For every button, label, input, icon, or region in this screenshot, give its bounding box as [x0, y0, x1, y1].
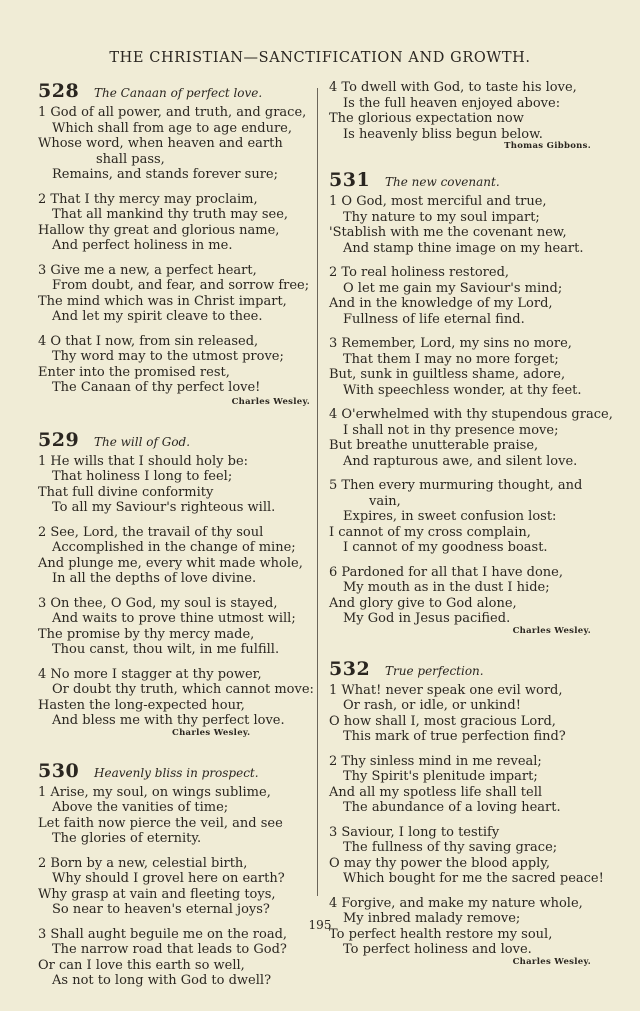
- verse-line: 1 He wills that I should holy be:: [38, 453, 249, 469]
- verse-line: 4 No more I stagger at thy power,: [38, 666, 262, 682]
- verse-line: The mind which was in Christ impart,: [38, 293, 287, 309]
- verse-line: Thy word may to the utmost prove;: [52, 349, 284, 364]
- author-attribution: Charles Wesley.: [512, 956, 591, 967]
- verse-line: And all my spotless life shall tell: [329, 784, 543, 800]
- verse-line: Or rash, or idle, or unkind!: [343, 698, 521, 713]
- verse-line: And in the knowledge of my Lord,: [329, 296, 553, 311]
- verse-line: That them I may no more forget;: [343, 351, 559, 367]
- hymn-heading: [38, 429, 310, 451]
- verse-line: Above the vanities of time;: [52, 800, 229, 815]
- hymn-heading: [38, 80, 310, 102]
- stanza: [38, 927, 310, 989]
- verse-line: And let my spirit cleave to thee.: [52, 309, 263, 324]
- verse-line: The abundance of a loving heart.: [343, 800, 561, 815]
- verse-line: Accomplished in the change of mine;: [52, 540, 296, 555]
- verse-line: And plunge me, every whit made whole,: [38, 555, 303, 571]
- hymn-title: The will of God.: [94, 434, 191, 449]
- verse-line: Remains, and stands forever sure;: [52, 167, 279, 182]
- hymn-title: The new covenant.: [385, 175, 500, 189]
- stanza: [38, 454, 310, 516]
- verse-line: The glories of eternity.: [52, 831, 202, 846]
- verse-line: Hallow thy great and glorious name,: [38, 222, 280, 238]
- verse-line: That holiness I long to feel;: [52, 469, 233, 484]
- stanza: [38, 105, 310, 183]
- verse-line: The fullness of thy saving grace;: [343, 840, 558, 855]
- stanza: [38, 525, 310, 587]
- verse-line: But breathe unutterable praise,: [329, 438, 539, 453]
- verse-line: Is heavenly bliss begun below.: [343, 126, 543, 142]
- verse-line: Is the full heaven enjoyed above:: [343, 95, 561, 111]
- stanza: [38, 596, 310, 658]
- verse-line: 1 God of all power, and truth, and grace,: [38, 105, 307, 120]
- hymn-530: [38, 760, 310, 989]
- verse-line: 3 Shall aught beguile me on the road,: [38, 926, 288, 942]
- hymn-heading: [38, 760, 310, 782]
- verse-line: I cannot of my cross complain,: [329, 524, 531, 540]
- hymn-530-continued: [329, 80, 591, 151]
- verse-line: As not to long with God to dwell?: [52, 973, 272, 988]
- verse-line: 5 Then every murmuring thought, and vain,: [329, 478, 583, 509]
- verse-line: And bless me with thy perfect love.: [52, 713, 285, 728]
- verse-line: I cannot of my goodness boast.: [343, 540, 548, 555]
- verse-line: From doubt, and fear, and sorrow free;: [52, 278, 310, 293]
- stanza: [38, 785, 310, 847]
- stanza: [329, 683, 591, 745]
- verse-line: The glorious expectation now: [329, 111, 524, 126]
- verse-line: 4 O that I now, from sin released,: [38, 333, 259, 349]
- verse-line: Expires, in sweet confusion lost:: [343, 509, 557, 524]
- hymn-heading: [329, 169, 591, 191]
- verse-line: My God in Jesus pacified.: [343, 611, 511, 626]
- hymn-number: 532: [329, 657, 371, 680]
- verse-line: 3 On thee, O God, my soul is stayed,: [38, 595, 278, 611]
- verse-line: 'Stablish with me the covenant new,: [329, 225, 567, 240]
- verse-line: Which bought for me the sacred peace!: [343, 871, 604, 886]
- verse-line: Which shall from age to age endure,: [52, 120, 293, 136]
- author-attribution: Thomas Gibbons.: [504, 141, 591, 151]
- hymn-529: [38, 428, 314, 738]
- stanza: [38, 666, 314, 729]
- hymn-number: 530: [38, 759, 80, 782]
- verse-line: 4 O'erwhelmed with thy stupendous grace,: [329, 407, 613, 422]
- verse-line: The promise by thy mercy made,: [38, 626, 255, 642]
- verse-line: 4 Forgive, and make my nature whole,: [329, 895, 583, 911]
- verse-line: The narrow road that leads to God?: [52, 942, 287, 957]
- hymn-531: [329, 169, 613, 636]
- verse-line: 1 Arise, my soul, on wings sublime,: [38, 784, 271, 800]
- running-header: THE CHRISTIAN—SANCTIFICATION AND GROWTH.: [109, 50, 531, 66]
- verse-line: 2 Thy sinless mind in me reveal;: [329, 753, 542, 769]
- verse-line: Why should I grovel here on earth?: [52, 871, 285, 886]
- stanza: [329, 478, 591, 556]
- verse-line: 2 To real holiness restored,: [329, 265, 510, 280]
- author-attribution: Charles Wesley.: [231, 396, 310, 407]
- verse-line: 3 Remember, Lord, my sins no more,: [329, 336, 572, 351]
- verse-line: O how shall I, most gracious Lord,: [329, 713, 556, 729]
- verse-line: That full divine conformity: [38, 484, 214, 500]
- hymn-number: 528: [38, 80, 80, 102]
- stanza: [329, 80, 591, 142]
- stanza: [329, 407, 613, 469]
- stanza: [38, 263, 310, 325]
- verse-line: 6 Pardoned for all that I have done,: [329, 564, 563, 580]
- hymn-title: The Canaan of perfect love.: [94, 86, 263, 100]
- stanza: [329, 265, 591, 327]
- hymn-title: Heavenly bliss in prospect.: [94, 765, 259, 780]
- verse-line: Enter into the promised rest,: [38, 364, 230, 380]
- hymn-number: 531: [329, 169, 371, 191]
- verse-line: Fullness of life eternal find.: [343, 311, 525, 327]
- stanza: [38, 856, 310, 918]
- verse-line: 2 See, Lord, the travail of thy soul: [38, 524, 264, 540]
- verse-line: 1 O God, most merciful and true,: [329, 194, 547, 209]
- verse-line: O may thy power the blood apply,: [329, 855, 551, 871]
- verse-line: And stamp thine image on my heart.: [343, 240, 584, 256]
- column-divider: [317, 88, 318, 896]
- stanza: [38, 192, 310, 254]
- verse-line: Hasten the long-expected hour,: [38, 697, 245, 713]
- hymn-heading: [329, 658, 591, 680]
- verse-line: This mark of true perfection find?: [343, 729, 566, 744]
- verse-line: 1 What! never speak one evil word,: [329, 682, 563, 698]
- verse-line: 2 Born by a new, celestial birth,: [38, 855, 248, 871]
- verse-line: 3 Saviour, I long to testify: [329, 824, 500, 840]
- verse-line: My mouth as in the dust I hide;: [343, 580, 550, 595]
- verse-line: The Canaan of thy perfect love!: [52, 380, 261, 395]
- verse-line: Thy Spirit's plenitude impart;: [343, 769, 538, 784]
- stanza: [329, 565, 591, 627]
- verse-line: So near to heaven's eternal joys?: [52, 902, 270, 917]
- verse-line: With speechless wonder, at thy feet.: [343, 382, 582, 398]
- verse-line: And waits to prove thine utmost will;: [52, 611, 296, 626]
- verse-line: 2 That I thy mercy may proclaim,: [38, 191, 258, 207]
- stanza: [329, 336, 591, 398]
- verse-line: 3 Give me a new, a perfect heart,: [38, 262, 257, 278]
- hymn-number: 529: [38, 428, 80, 451]
- verse-line: And glory give to God alone,: [329, 595, 517, 611]
- verse-line: Thy nature to my soul impart;: [343, 209, 540, 225]
- verse-line: I shall not in thy presence move;: [343, 422, 559, 438]
- verse-line: But, sunk in guiltless shame, adore,: [329, 367, 566, 382]
- right-column: [329, 80, 613, 989]
- verse-line: To all my Saviour's righteous will.: [52, 500, 276, 515]
- author-attribution: Charles Wesley.: [172, 727, 251, 738]
- verse-line: Thou canst, thou wilt, in me fulfill.: [52, 642, 280, 657]
- page-number: 195: [308, 918, 332, 932]
- verse-line: Why grasp at vain and fleeting toys,: [38, 886, 276, 902]
- verse-line: And rapturous awe, and silent love.: [343, 453, 578, 469]
- stanza: [329, 824, 604, 887]
- verse-line: In all the depths of love divine.: [52, 571, 257, 586]
- stanza: [329, 194, 591, 256]
- author-attribution: Charles Wesley.: [512, 625, 591, 636]
- stanza: [38, 334, 310, 396]
- hymn-528: [38, 80, 310, 407]
- left-column: [38, 80, 314, 1011]
- verse-line: Or can I love this earth so well,: [38, 957, 245, 973]
- verse-line: 4 To dwell with God, to taste his love,: [329, 80, 577, 95]
- verse-line: Or doubt thy truth, which cannot move:: [52, 682, 314, 697]
- verse-line: And perfect holiness in me.: [52, 238, 233, 253]
- verse-line: Whose word, when heaven and earth shall pass,: [38, 136, 283, 167]
- verse-line: My inbred malady remove;: [343, 911, 521, 926]
- verse-line: That all mankind thy truth may see,: [52, 207, 289, 222]
- hymn-title: True perfection.: [385, 663, 484, 678]
- verse-line: Let faith now pierce the veil, and see: [38, 815, 283, 831]
- verse-line: To perfect holiness and love.: [343, 942, 532, 957]
- verse-line: To perfect health restore my soul,: [329, 926, 553, 942]
- verse-line: O let me gain my Saviour's mind;: [343, 280, 563, 296]
- stanza: [329, 754, 591, 816]
